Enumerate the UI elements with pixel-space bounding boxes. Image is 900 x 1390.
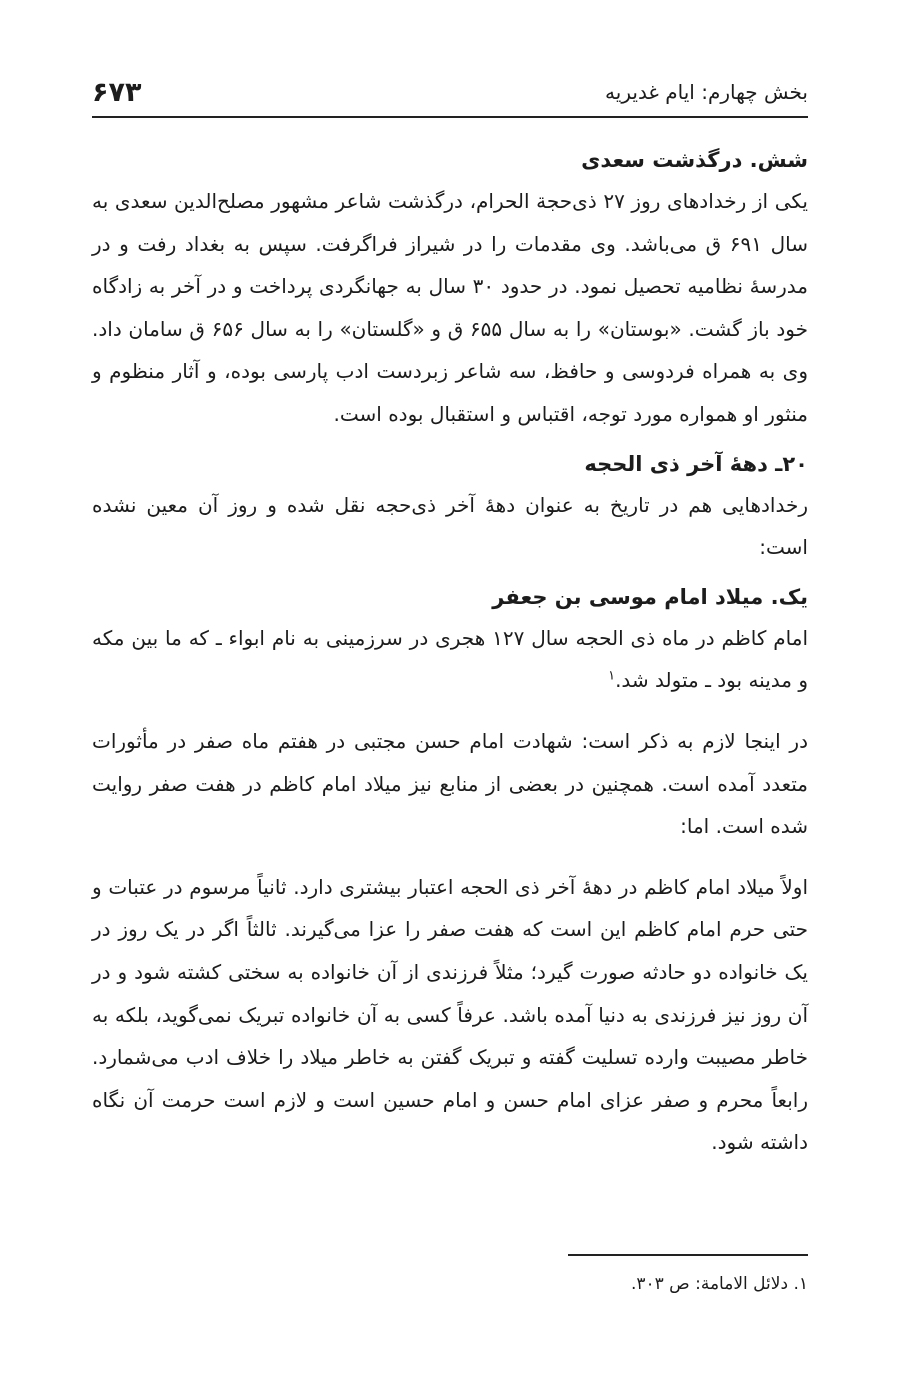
running-title: بخش چهارم: ایام غدیریه (605, 80, 808, 104)
section-heading-saadi: شش. درگذشت سعدی (581, 148, 808, 172)
header-rule (92, 116, 808, 118)
paragraph-last-decade: رخدادهایی هم در تاریخ به عنوان دههٔ آخر ذی‌حجه نقل شده و روز آن معین نشده است: (92, 492, 808, 560)
section-heading-last-decade: ۲۰ـ دههٔ آخر ذی الحجه (584, 451, 808, 476)
paragraph-saadi: یکی از رخدادهای روز ۲۷ ذی‌حجة الحرام، درگذشت شاعر مشهور مصلح‌الدین سعدی به سال ۶۹۱ ق می‌باشد. وی مقدمات را در شیراز فراگرفت. سپس به بغداد رفت و در مدرسهٔ نظامیه تحصیل نمود. در حدود ۳۰ سال به جهانگردی پرداخت و در آخر به زادگاه خود باز گشت. «بوستان» را به سال ۶۵۵ ق و «گلستان» را به سال ۶۵۶ ق سامان داد. وی به همراه فردوسی و حافظ، سه شاعر زبردست ادب پارسی بوده، و آثار منظوم و منثور او همواره مورد توجه، اقتباس و استقبال بوده است. (92, 189, 808, 426)
paragraph-imam-kazim-birth: امام کاظم در ماه ذی الحجه سال ۱۲۷ هجری در سرزمینی به نام ابواء ـ که ما بین مکه و مدینه بود ـ متولد شد.$^۱$ (92, 625, 809, 693)
footnote: ۱. دلائل الامامة: ص ۳۰۳. (630, 1274, 808, 1294)
footnote-marker: ۱ (608, 668, 616, 684)
section-heading-imam-kazim-birth: یک. میلاد امام موسی بن جعفر (492, 584, 808, 609)
page-header (92, 70, 808, 114)
paragraph-note: در اینجا لازم به ذکر است: شهادت امام حسن مجتبی در هفتم ماه صفر در مأثورات متعدد آمده است. همچنین در بعضی از منابع نیز میلاد امام کاظم در هفت صفر روایت شده است. اما: (92, 728, 808, 839)
footnote-rule (568, 1254, 808, 1256)
main-text (92, 140, 808, 1164)
page-number: ۶۷۳ (92, 76, 142, 108)
paragraph-arguments: اولاً میلاد امام کاظم در دههٔ آخر ذی الحجه اعتبار بیشتری دارد. ثانیاً مرسوم در عتبات و حتی حرم امام کاظم این است که هفت صفر را عزا می‌گیرند. ثالثاً اگر در یک روز در یک خانواده دو حادثه صورت گیرد؛ مثلاً فرزندی از آن خانواده به سختی کشته شود و در آن روز نیز فرزندی به دنیا آمده باشد. عرفاً کسی به آن خانواده تبریک نمی‌گوید، بلکه به خاطر مصیبت وارده تسلیت گفته و تبریک گفتن به خاطر میلاد را خلاف ادب می‌شمارد. رابعاً محرم و صفر عزای امام حسن و امام حسین است و لازم است حرمت آن نگاه داشته شود. (92, 874, 808, 1155)
